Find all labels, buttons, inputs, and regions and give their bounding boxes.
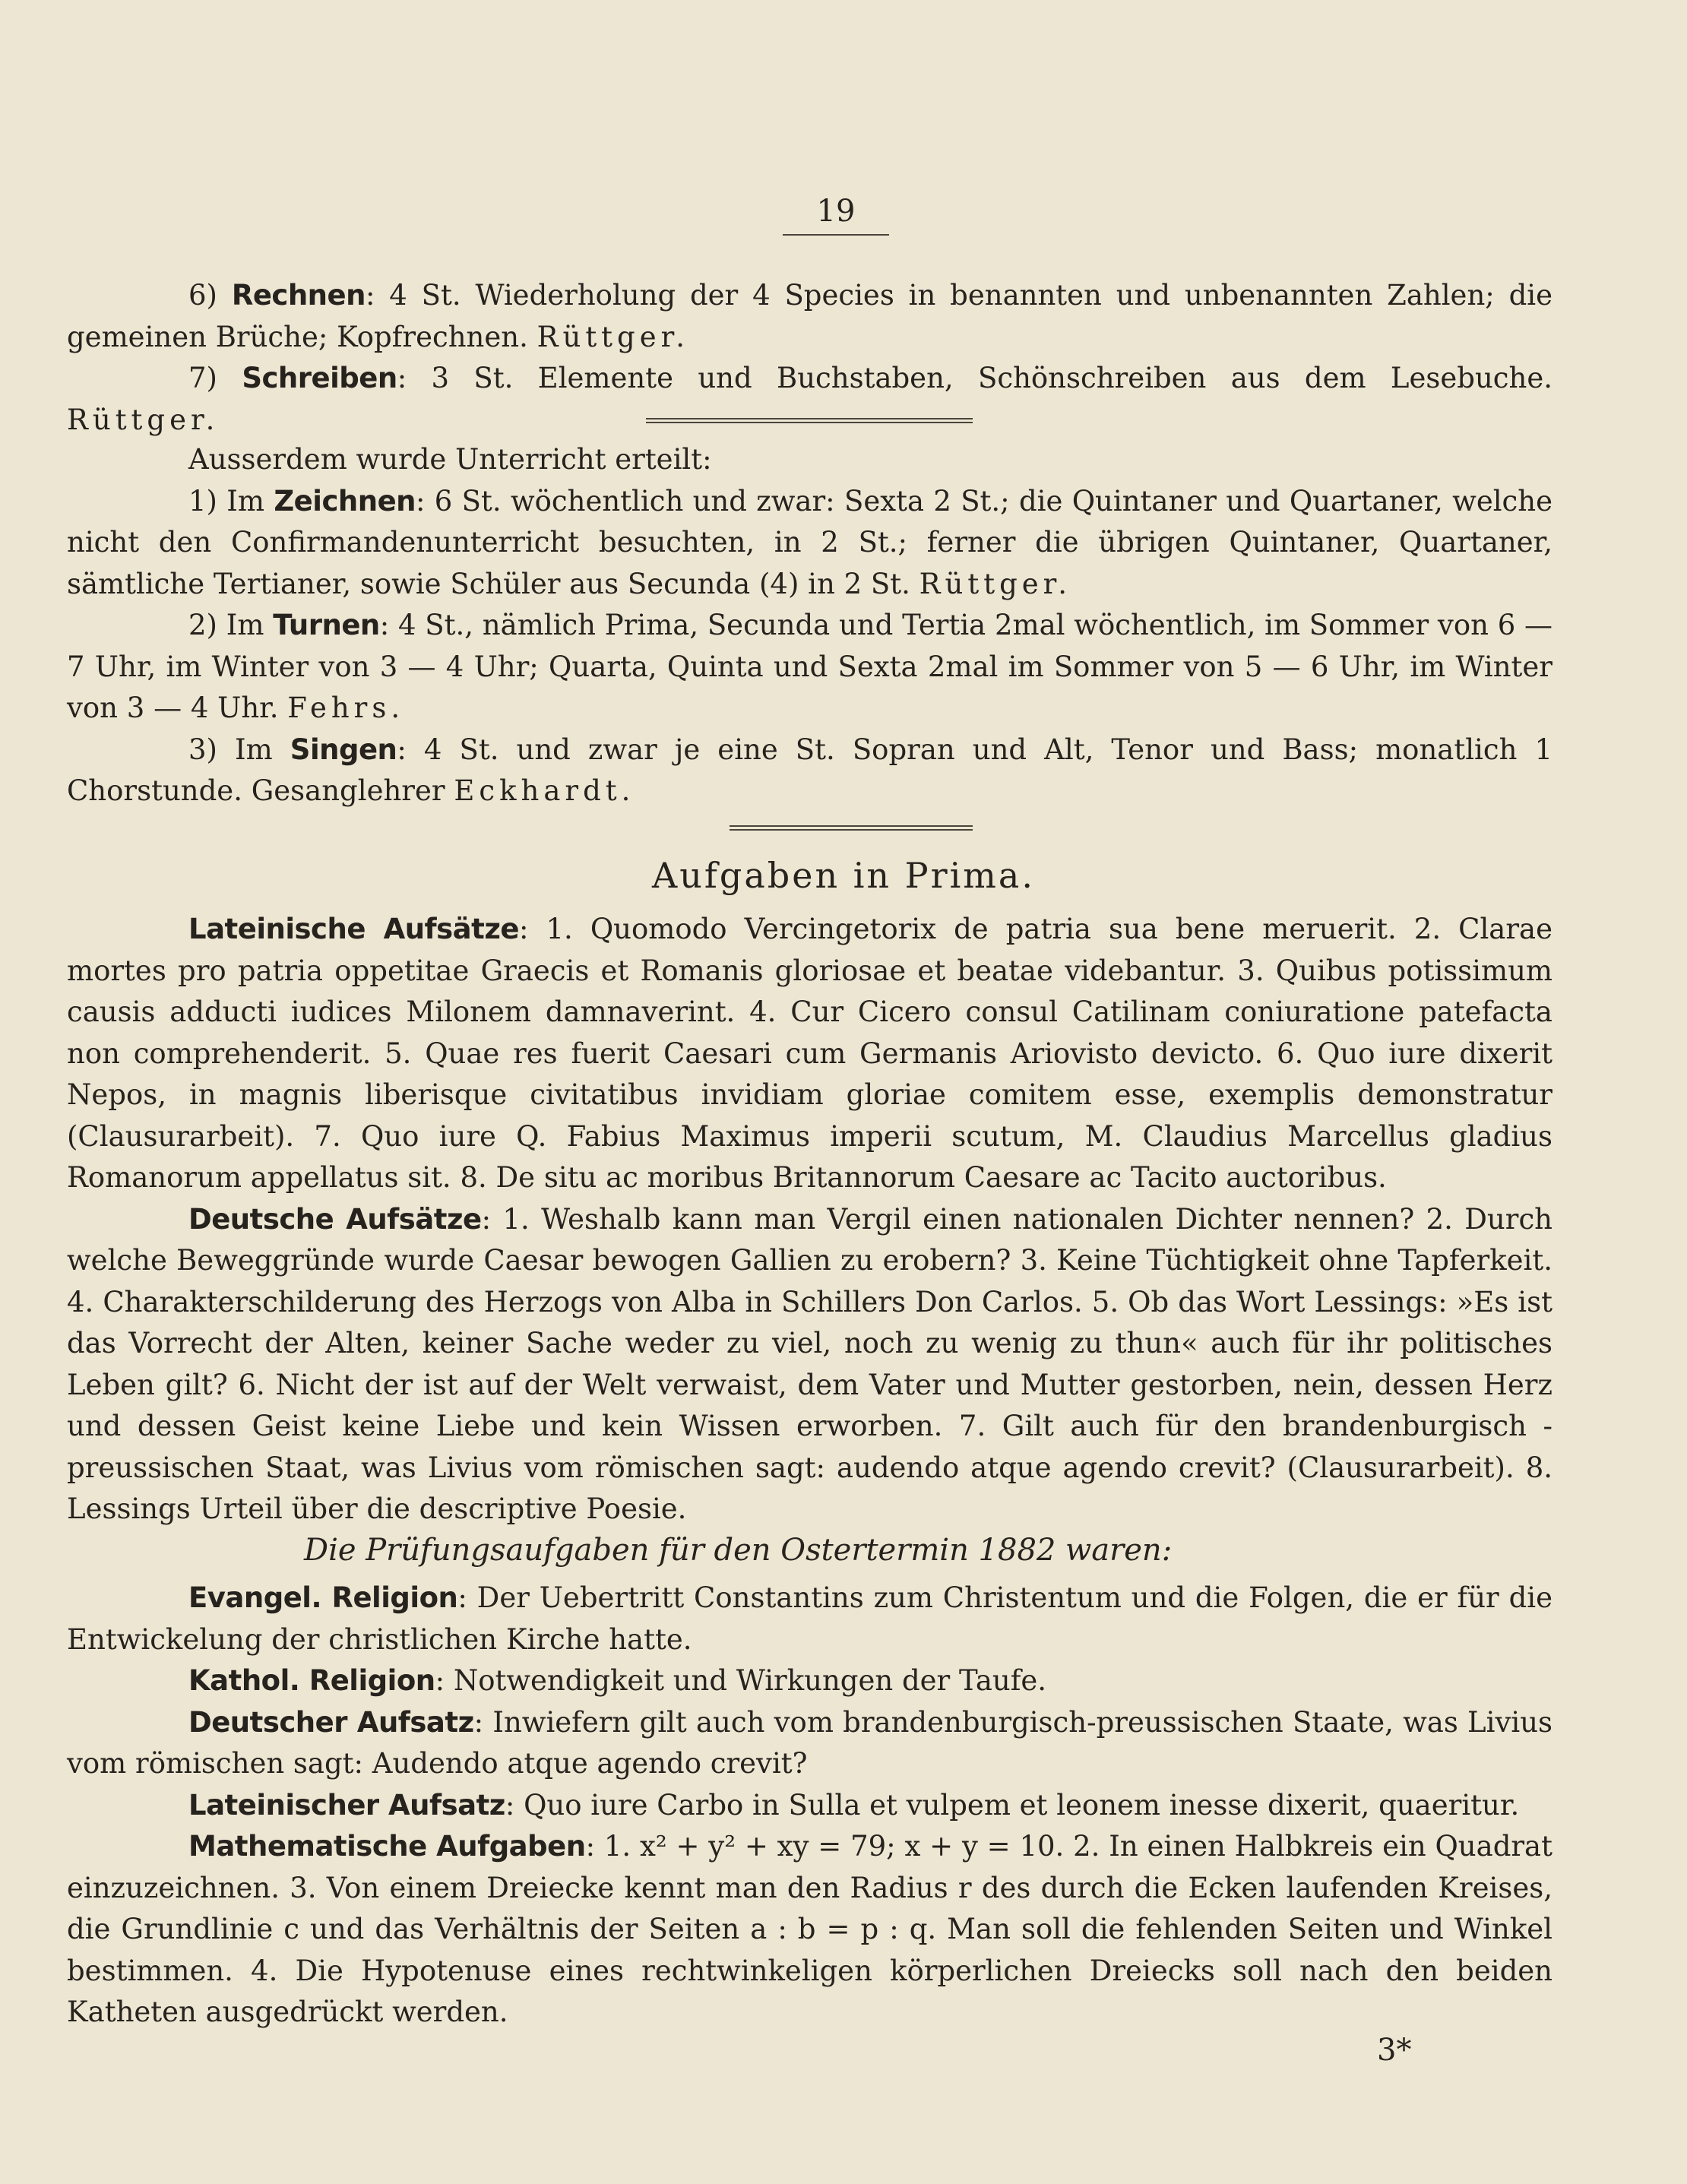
item-number: 7) — [188, 362, 217, 394]
teacher-name: Eckhardt. — [454, 774, 635, 807]
paragraph-text: : 4 St. Wiederholung der 4 Species in benannten und unbenannten Zahlen; die gemeinen Brüche; Kopfrechnen. — [67, 279, 1553, 353]
item-prefix: 1) Im — [188, 484, 265, 518]
paragraph-text: : 1. x² + y² + xy = 79; x + y = 10. 2. In einen Halbkreis ein Quadrat einzuzeichnen. 3. Von einem Dreiecke kennt man den Radius r des durch die Ecken laufenden Kreises, die Grundlinie c und das Verhältnis der Seiten a : b = p : q. Man soll die fehlenden Seiten und Winkel bestimmen. 4. Die Hypotenuse eines rechtwinkeligen körperlichen Dreiecks soll nach den beiden Katheten ausgedrückt werden. — [67, 1830, 1552, 2028]
page-number: 19 — [816, 194, 856, 229]
paragraph-text: : 1. Quomodo Vercingetorix de patria sua bene meruerit. 2. Clarae mortes pro patria oppetitae Graecis et Romanis gloriosae et beatae videbantur. 3. Quibus potissimum causis adducti iudices Milonem damnaverint. 4. Cur Cicero consul Catilinam coniuratione patefacta non comprehenderit. 5. Quae res fuerit Caesari cum Germanis Ariovisto devicto. 6. Quo iure dixerit Nepos, in magnis liberisque civitatibus invidiam gloriae comitem esse, exemplis demonstratur (Clausurarbeit). 7. Quo iure Q. Fabius Maximus imperii scutum, M. Claudius Marcellus gladius Romanorum appellatus sit. 8. De situ ac moribus Britannorum Caesare ac Tacito auctoribus. — [67, 913, 1552, 1194]
section-subjects — [67, 275, 1552, 441]
paragraph-rechnen — [67, 275, 1552, 358]
subject-label: Zeichnen — [274, 484, 416, 518]
subject-label: Lateinische Aufsätze — [188, 913, 519, 945]
subject-label: Lateinischer Aufsatz — [188, 1788, 505, 1822]
paragraph-turnen — [67, 605, 1552, 730]
subject-label: Mathematische Aufgaben — [188, 1830, 586, 1863]
paragraph-singen — [67, 730, 1552, 812]
item-prefix: 3) Im — [188, 733, 273, 766]
intro-line: Ausserdem wurde Unterricht erteilt: — [188, 443, 712, 476]
subject-label: Turnen — [273, 609, 380, 641]
subject-label: Deutscher Aufsatz — [188, 1705, 474, 1739]
subject-label: Schreiben — [242, 362, 397, 394]
signature-mark: 3* — [1377, 2033, 1412, 2068]
paragraph-latin-essay — [67, 1785, 1552, 1827]
subject-label: Deutsche Aufsätze — [188, 1202, 482, 1236]
section-additional-teaching — [67, 439, 1552, 812]
subject-label: Kathol. Religion — [188, 1664, 435, 1697]
paragraph-evangel-religion — [67, 1578, 1552, 1660]
paragraph-german-essays — [67, 1199, 1552, 1530]
paragraph-text: : Notwendigkeit und Wirkungen der Taufe. — [435, 1664, 1047, 1697]
item-prefix: 2) Im — [188, 609, 264, 641]
exam-tasks-heading: Die Prüfungsaufgaben für den Ostertermin 1882 waren: — [304, 1533, 1173, 1568]
paragraph-math-tasks — [67, 1826, 1552, 2034]
paragraph-text: : Inwiefern gilt auch vom brandenburgisch-preussischen Staate, was Livius vom römischen sagt: Audendo atque agendo crevit? — [67, 1705, 1553, 1780]
paragraph-latin-essays — [67, 909, 1552, 1199]
paragraph-text: : Der Uebertritt Constantins zum Christentum und die Folgen, die er für die Entwickelung der christlichen Kirche hatte. — [67, 1581, 1552, 1656]
paragraph-text: : 6 St. wöchentlich und zwar: Sexta 2 St.; die Quintaner und Quartaner, welche nicht den Confirmandenunterricht besuchten, in 2 St.; ferner die übrigen Quintaner, Quartaner, sämtliche Tertianer, sowie Schüler aus Secunda (4) in 2 St. — [67, 484, 1553, 600]
teacher-name: Rüttger. — [919, 567, 1072, 600]
paragraph-text: : 1. Weshalb kann man Vergil einen nationalen Dichter nennen? 2. Durch welche Beweggründe wurde Caesar bewogen Gallien zu erobern? 3. Keine Tüchtigkeit ohne Tapferkeit. 4. Charakterschilderung des Herzogs von Alba in Schillers Don Carlos. 5. Ob das Wort Lessings: »Es ist das Vorrecht der Alten, keiner Sache weder zu viel, noch zu wenig zu thun« auch für ihr politisches Leben gilt? 6. Nicht der ist auf der Welt verwaist, dem Vater und Mutter gestorben, nein, dessen Herz und dessen Geist keine Liebe und kein Wissen erworben. 7. Gilt auch für den brandenburgisch - preussischen Staat, was Livius vom römischen sagt: audendo atque agendo crevit? (Clausurarbeit). 8. Lessings Urteil über die descriptive Poesie. — [67, 1202, 1552, 1525]
subject-label: Singen — [290, 733, 397, 766]
paragraph-schreiben — [67, 358, 1552, 441]
double-rule-divider — [646, 418, 973, 423]
paragraph-zeichnen — [67, 481, 1552, 606]
page-number-rule — [783, 234, 889, 236]
section-prima-tasks — [67, 909, 1552, 1530]
section-exam-tasks — [67, 1578, 1552, 2034]
paragraph-text: : Quo iure Carbo in Sulla et vulpem et leonem inesse dixerit, quaeritur. — [505, 1788, 1520, 1822]
section-heading: Aufgaben in Prima. — [652, 855, 1035, 896]
subject-label: Rechnen — [231, 279, 366, 312]
paragraph-text: : 4 St., nämlich Prima, Secunda und Tertia 2mal wöchentlich, im Sommer von 6 — 7 Uhr, im Winter von 3 — 4 Uhr; Quarta, Quinta und Sexta 2mal im Sommer von 5 — 6 Uhr, im Winter von 3 — 4 Uhr. — [67, 609, 1553, 724]
paragraph-text: : 4 St. und zwar je eine St. Sopran und Alt, Tenor und Bass; monatlich 1 Chorstunde. Gesanglehrer — [67, 733, 1553, 807]
teacher-name: Fehrs. — [287, 692, 405, 724]
paragraph-kathol-religion — [67, 1660, 1552, 1702]
subject-label: Evangel. Religion — [188, 1581, 458, 1614]
item-number: 6) — [188, 279, 217, 312]
paragraph-german-essay — [67, 1702, 1552, 1785]
paragraph-text: : 3 St. Elemente und Buchstaben, Schönschreiben aus dem Lesebuche. — [397, 362, 1552, 394]
teacher-name: Rüttger. — [67, 403, 220, 436]
teacher-name: Rüttger. — [536, 320, 690, 353]
double-rule-divider — [730, 825, 973, 831]
